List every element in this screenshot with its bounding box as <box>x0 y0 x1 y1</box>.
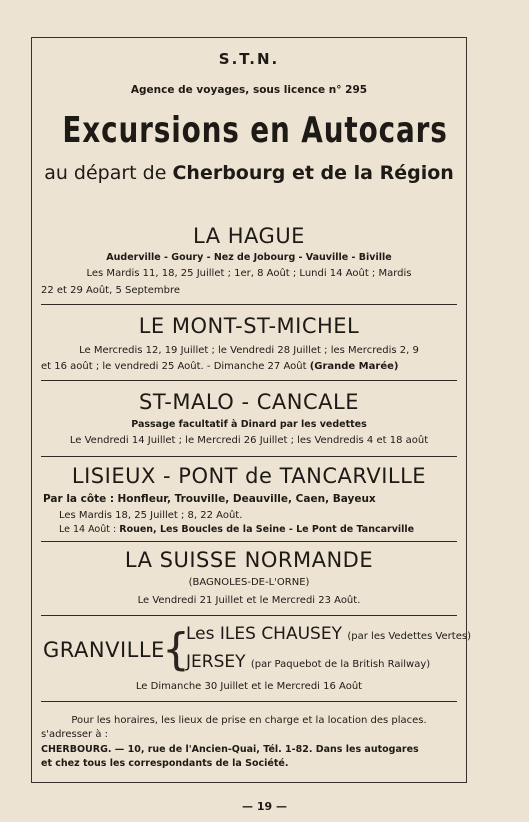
granville-dates: Le Dimanche 30 Juillet et le Mercredi 16 Août <box>135 681 363 692</box>
divider <box>41 541 457 542</box>
brace-glyph: { <box>162 624 190 675</box>
subtitle-pre: au départ de <box>44 162 167 184</box>
lisieux-coast <box>43 493 376 505</box>
hague-dates-2: 22 et 29 Août, 5 Septembre <box>41 285 181 296</box>
subtitle <box>32 162 466 184</box>
divider <box>41 615 457 616</box>
jersey-note: (par Paquebot de la British Railway) <box>250 659 431 670</box>
agency-license: Agence de voyages, sous licence n° 295 <box>130 84 368 96</box>
lisieux-coast-label: Par la côte : <box>43 493 115 505</box>
mont-dates-2-text: et 16 août ; le vendredi 25 Août. - Dimanche 27 Août <box>41 361 307 372</box>
suisse-dates: Le Vendredi 21 Juillet et le Mercredi 23 Août. <box>137 595 361 606</box>
lisieux-coast-places: Honfleur, Trouville, Deauville, Caen, Bayeux <box>117 493 376 505</box>
granville-dest-1 <box>186 624 471 644</box>
org-name: S.T.N. <box>218 50 280 68</box>
divider <box>41 456 457 457</box>
lisieux-dates-1: Les Mardis 18, 25 Juillet ; 8, 22 Août. <box>59 510 243 521</box>
mont-grande-maree: (Grande Marée) <box>309 361 399 372</box>
malo-dates: Le Vendredi 14 Juillet ; le Mercredi 26 Juillet ; les Vendredis 4 et 18 août <box>69 435 429 446</box>
hague-places: Auderville - Goury - Nez de Jobourg - Vauville - Biville <box>106 252 392 263</box>
subtitle-bold: Cherbourg et de la Région <box>172 162 454 184</box>
lisieux-dates-2-pre: Le 14 Août : <box>59 524 117 535</box>
divider <box>41 304 457 305</box>
lisieux-dates-2 <box>59 524 414 535</box>
poster-frame <box>31 37 471 783</box>
malo-note: Passage facultatif à Dinard par les vedettes <box>131 419 367 430</box>
divider <box>41 380 457 381</box>
chausey-label: Les ILES CHAUSEY <box>186 624 342 644</box>
suisse-title: LA SUISSE NORMANDE <box>124 548 374 572</box>
footer-line-4: et chez tous les correspondants de la Société. <box>41 758 289 769</box>
lisieux-dates-2-bold: Rouen, Les Boucles de la Seine - Le Pont de Tancarville <box>119 524 415 535</box>
granville-dest-2 <box>186 652 430 672</box>
granville-title: GRANVILLE <box>43 638 165 662</box>
chausey-note: (par les Vedettes Vertes) <box>347 631 471 642</box>
footer-line-2: s'adresser à : <box>41 729 109 740</box>
lisieux-title: LISIEUX - PONT de TANCARVILLE <box>71 464 427 488</box>
malo-title: ST-MALO - CANCALE <box>139 390 359 414</box>
page-number: — 19 — <box>242 800 287 813</box>
mont-dates-2 <box>41 361 398 372</box>
footer-line-3: CHERBOURG. — 10, rue de l'Ancien-Quai, Tél. 1-82. Dans les autogares <box>41 744 419 755</box>
suisse-sub: (BAGNOLES-DE-L'ORNE) <box>188 577 310 588</box>
hague-title: LA HAGUE <box>193 224 305 248</box>
divider <box>41 701 457 702</box>
page-title: Excursions en Autocars <box>62 110 448 151</box>
hague-dates-1: Les Mardis 11, 18, 25 Juillet ; 1er, 8 Août ; Lundi 14 Août ; Mardis <box>86 268 412 279</box>
mont-title: LE MONT-ST-MICHEL <box>138 314 360 338</box>
mont-dates-1: Le Mercredis 12, 19 Juillet ; le Vendredi 28 Juillet ; les Mercredis 2, 9 <box>79 345 419 356</box>
jersey-label: JERSEY <box>186 652 246 672</box>
footer-line-1: Pour les horaires, les lieux de prise en charge et la location des places. <box>71 715 427 726</box>
